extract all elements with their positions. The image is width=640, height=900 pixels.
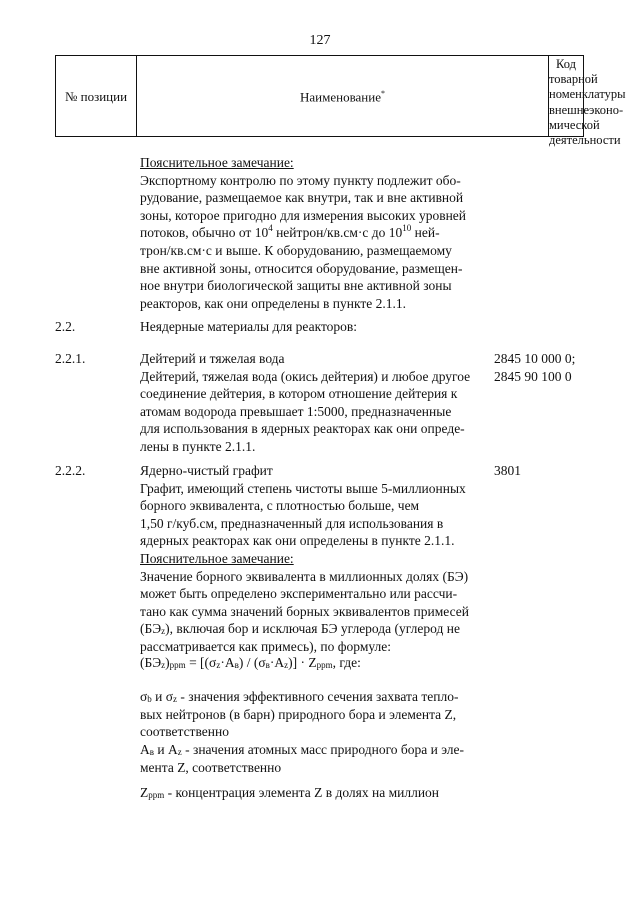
- header-code-line: деятельности: [549, 133, 621, 148]
- formula-part: ·A: [269, 655, 285, 670]
- def-text: и σ: [151, 689, 174, 704]
- formula-sub: ppm: [169, 660, 186, 670]
- note2-line: Значение борного эквивалента в миллионных долях (БЭ): [140, 568, 469, 584]
- def-text: и A: [154, 742, 178, 757]
- definition-line: [140, 741, 486, 759]
- note1-line: вне активной зоны, относится оборудование, размещен-: [140, 260, 463, 276]
- formula-part: (БЭ: [140, 655, 162, 670]
- note2-line: тано как сумма значений борных эквивалентов примесей: [140, 603, 469, 619]
- note1-line-flux: [140, 224, 486, 242]
- item-2-2-2-block: [140, 462, 486, 656]
- note2-title: Пояснительное замечание:: [140, 550, 294, 566]
- item-2-2-2-line: ядерных реакторах как они определены в пункте 2.1.1.: [140, 533, 455, 549]
- note1-block: [140, 154, 486, 312]
- header-code-line: мической: [549, 117, 600, 132]
- formula-part: ): [165, 655, 170, 670]
- tn-ved-code: 3801: [494, 463, 521, 478]
- header-name-text: Наименование: [300, 89, 381, 105]
- note1-title: Пояснительное замечание:: [140, 155, 294, 170]
- note2-sub: z: [161, 626, 166, 637]
- formula-part: , где:: [332, 655, 361, 670]
- header-code-line: Код товарной: [549, 57, 598, 87]
- formula-part: ) / (σ: [238, 655, 266, 670]
- item-2-2-1-line: Дейтерий, тяжелая вода (окись дейтерия) и любое другое: [140, 368, 471, 384]
- definition-line: соответственно: [140, 724, 229, 740]
- item-2-2-1-title: Дейтерий и тяжелая вода: [140, 351, 285, 366]
- item-2-2-1-codes: [494, 350, 575, 385]
- item-2-2-2-line: Графит, имеющий степень чистоты выше 5-миллионных: [140, 480, 466, 496]
- formula-part: = [(σ: [185, 655, 217, 670]
- item-2-2-1-line: лены в пункте 2.1.1.: [140, 438, 256, 454]
- note1-exp: 10: [402, 223, 412, 234]
- definition-line: мента Z, соответственно: [140, 759, 282, 775]
- tn-ved-code: 2845 90 100 0: [494, 368, 572, 384]
- def-text: Z: [140, 785, 149, 800]
- definition-line: [140, 688, 486, 706]
- item-2-2-2-line: борного эквивалента, с плотностью больше, чем: [140, 498, 420, 514]
- def-sub: z: [173, 694, 178, 704]
- note1-text: потоков, обычно от 10: [140, 225, 269, 241]
- footnote-mark: *: [381, 89, 385, 98]
- note1-line: трон/кв.см·с и выше. К оборудованию, размещаемому: [140, 242, 452, 258]
- page-number: 127: [309, 33, 331, 48]
- item-2-2-2-number: 2.2.2.: [55, 463, 86, 478]
- header-cell-code: [549, 56, 626, 148]
- item-2-2-title: Неядерные материалы для реакторов:: [140, 319, 358, 334]
- note1-text: нейтрон/кв.см·с до 10: [272, 225, 403, 241]
- def-text: - концентрация элемента Z в долях на миллион: [164, 785, 440, 800]
- note1-exp: 4: [268, 223, 273, 234]
- definition-line: вых нейтронов (в барн) природного бора и элемента Z,: [140, 706, 457, 722]
- note2-line: [140, 620, 486, 638]
- header-cell-name: [137, 56, 549, 136]
- note2-text: (БЭ: [140, 621, 162, 637]
- def-text: - значения эффективного сечения захвата тепло-: [177, 689, 459, 704]
- note1-line: ное внутри биологической защиты вне активной зоны: [140, 278, 452, 294]
- formula-sub: z: [216, 660, 221, 670]
- note1-line: Экспортному контролю по этому пункту подлежит обо-: [140, 172, 461, 188]
- tn-ved-code: 2845 10 000 0;: [494, 351, 576, 366]
- header-name-label: [137, 89, 548, 105]
- def-text: A: [140, 742, 150, 757]
- header-cell-position: [56, 56, 137, 136]
- formula-sub: в: [234, 660, 239, 670]
- note1-text: ней-: [411, 225, 440, 241]
- header-position-label: № позиции: [64, 89, 128, 104]
- note2-line: может быть определено экспериментально или рассчи-: [140, 586, 458, 602]
- item-2-2-1-line: соединение дейтерия, в котором отношение дейтерия к: [140, 386, 458, 402]
- formula-sub: ppm: [316, 660, 333, 670]
- def-sub: в: [149, 747, 154, 757]
- header-code-line: внешнеэконо-: [549, 102, 624, 117]
- formula-part: )] · Z: [288, 655, 317, 670]
- header-code-line: номенклатуры: [549, 87, 626, 102]
- note1-line: зоны, которое пригодно для измерения высоких уровней: [140, 207, 467, 223]
- item-2-2-1-line: для использования в ядерных реакторах как они опреде-: [140, 421, 465, 437]
- definition-concentration: [140, 784, 486, 802]
- def-sub: ppm: [148, 790, 165, 800]
- item-2-2-2-title: Ядерно-чистый графит: [140, 463, 273, 478]
- formula-sub: z: [284, 660, 289, 670]
- def-sub: z: [177, 747, 182, 757]
- formula-sub: z: [161, 660, 166, 670]
- item-2-2-1-number: 2.2.1.: [55, 351, 86, 366]
- item-2-2-2-line: 1,50 г/куб.см, предназначенный для использования в: [140, 515, 444, 531]
- definition-sigma: [140, 688, 486, 741]
- formula-part: ·A: [220, 655, 235, 670]
- formula: [140, 654, 486, 672]
- def-text: - значения атомных масс природного бора и эле-: [181, 742, 465, 757]
- header-code-label: [549, 57, 626, 148]
- formula-sub: в: [265, 660, 270, 670]
- note1-line: реакторов, как они определены в пункте 2.1.1.: [140, 295, 406, 311]
- item-2-2-number: 2.2.: [55, 319, 76, 334]
- definition-mass: [140, 741, 486, 776]
- note2-line: рассматривается как примесь), по формуле:: [140, 638, 391, 654]
- note2-text: ), включая бор и исключая БЭ углерода (углерод не: [165, 621, 460, 637]
- def-text: σ: [140, 689, 148, 704]
- def-sub: b: [147, 694, 152, 704]
- item-2-2-1-block: [140, 350, 486, 456]
- item-2-2-1-line: атомам водорода превышает 1:5000, предназначенные: [140, 403, 452, 419]
- table-header: [55, 55, 626, 148]
- note1-line: рудование, размещаемое как внутри, так и вне активной: [140, 190, 464, 206]
